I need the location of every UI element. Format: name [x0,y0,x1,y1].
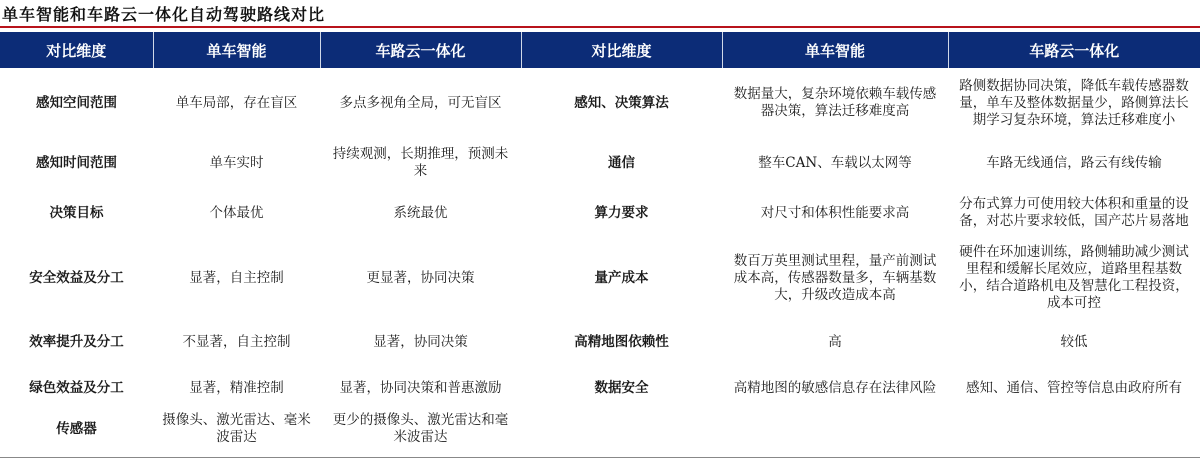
table-row [0,188,1200,238]
single-vehicle-cell: 对尺寸和体积性能要求高 [760,204,910,221]
single-vehicle-cell: 高 [828,333,842,350]
vehicle-road-cloud-cell [948,410,1200,448]
single-vehicle-cell: 个体最优 [209,204,264,221]
table-row [0,410,1200,448]
table-row [0,366,1200,410]
bottom-divider [0,457,1200,458]
dimension-cell: 决策目标 [49,204,104,221]
single-vehicle-cell: 单车实时 [209,154,264,171]
dimension-cell: 感知时间范围 [36,154,117,171]
dimension-cell: 通信 [608,154,635,171]
vehicle-road-cloud-cell: 显著，协同决策 [373,333,468,350]
page-title: 单车智能和车路云一体化自动驾驶路线对比 [2,5,326,24]
vehicle-road-cloud-cell: 持续观测，长期推理，预测未来 [332,146,509,179]
vehicle-road-cloud-cell: 感知、通信、管控等信息由政府所有 [966,379,1182,396]
vehicle-road-cloud-cell: 多点多视角全局，可无盲区 [339,94,502,111]
vehicle-road-cloud-cell: 系统最优 [393,204,448,221]
single-vehicle-cell: 显著，精准控制 [189,379,284,396]
single-vehicle-cell: 摄像头、激光雷达、毫米波雷达 [162,412,311,445]
header-dimension-left: 对比维度 [0,32,153,68]
single-vehicle-cell: 数据量大，复杂环境依赖车载传感器决策，算法迁移难度高 [733,86,937,119]
dimension-cell: 安全效益及分工 [29,269,124,286]
title-bar [0,0,1200,28]
dimension-cell: 感知、决策算法 [574,94,669,111]
vehicle-road-cloud-cell: 更少的摄像头、激光雷达和毫米波雷达 [332,412,509,445]
header-vehicle-road-cloud-left: 车路云一体化 [320,32,521,68]
dimension-cell: 量产成本 [594,269,649,286]
single-vehicle-cell: 单车局部，存在盲区 [175,94,298,111]
comparison-table [0,32,1200,448]
table-header-row [0,32,1200,68]
vehicle-road-cloud-cell: 硬件在环加速训练，路侧辅助减少测试里程和缓解长尾效应，道路里程基数小，结合道路机电及智慧化工程投资，成本可控 [959,244,1189,311]
header-single-vehicle-left: 单车智能 [153,32,320,68]
single-vehicle-cell [722,410,948,448]
vehicle-road-cloud-cell: 分布式算力可使用较大体积和重量的设备，对芯片要求较低，国产芯片易落地 [959,196,1189,229]
table-row [0,138,1200,188]
table-row [0,68,1200,138]
vehicle-road-cloud-cell: 显著，协同决策和普惠激励 [339,379,502,396]
header-dimension-right: 对比维度 [521,32,722,68]
single-vehicle-cell: 不显著，自主控制 [182,333,291,350]
dimension-cell: 算力要求 [594,204,649,221]
dimension-cell: 绿色效益及分工 [29,379,124,396]
single-vehicle-cell: 整车CAN、车载以太网等 [758,154,912,171]
vehicle-road-cloud-cell: 路侧数据协同决策，降低车载传感器数量，单车及整体数据量少，路侧算法长期学习复杂环境，算法迁移难度小 [959,77,1189,128]
single-vehicle-cell: 数百万英里测试里程，量产前测试成本高，传感器数量多，车辆基数大，升级改造成本高 [733,252,937,303]
dimension-cell: 感知空间范围 [36,94,117,111]
dimension-cell: 传感器 [56,420,97,437]
dimension-cell: 高精地图依赖性 [574,333,669,350]
vehicle-road-cloud-cell: 车路无线通信，路云有线传输 [986,154,1162,171]
vehicle-road-cloud-cell: 更显著，协同决策 [366,269,475,286]
header-vehicle-road-cloud-right: 车路云一体化 [948,32,1200,68]
dimension-cell: 数据安全 [594,379,649,396]
dimension-cell: 效率提升及分工 [29,333,124,350]
dimension-cell [521,410,722,448]
single-vehicle-cell: 高精地图的敏感信息存在法律风险 [733,379,937,396]
vehicle-road-cloud-cell: 较低 [1060,333,1088,350]
table-row [0,238,1200,318]
table-row [0,318,1200,366]
single-vehicle-cell: 显著，自主控制 [189,269,284,286]
header-single-vehicle-right: 单车智能 [722,32,948,68]
